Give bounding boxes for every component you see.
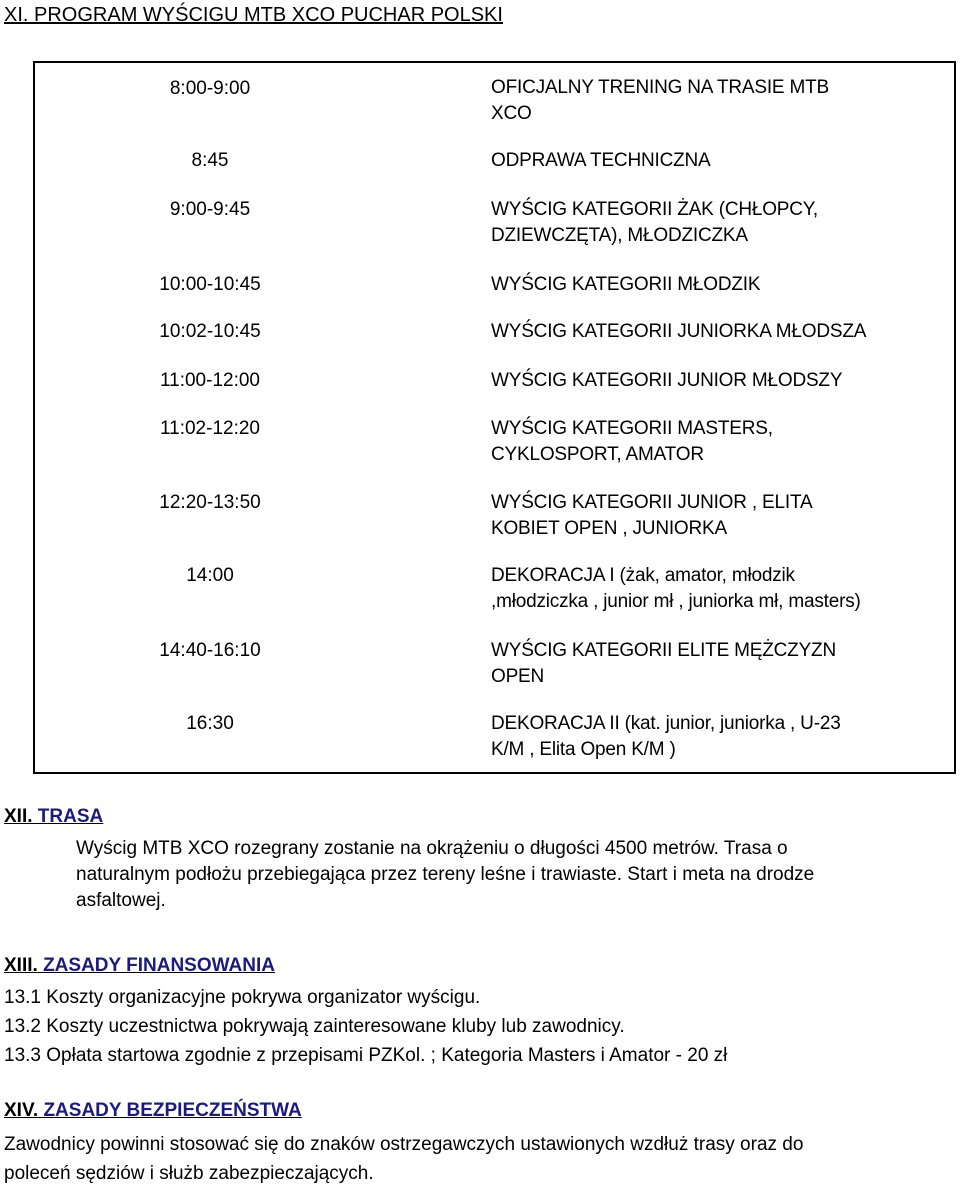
section-13-item: 13.3 Opłata startowa zgodnie z przepisami PZKol. ; Kategoria Masters i Amator - 20 zł bbox=[4, 1045, 728, 1066]
schedule-table bbox=[33, 61, 956, 774]
schedule-activity-line: CYKLOSPORT, AMATOR bbox=[491, 444, 704, 465]
section-14-title: ZASADY BEZPIECZEŃSTWA bbox=[43, 1100, 302, 1121]
section-13-item: 13.2 Koszty uczestnictwa pokrywają zainteresowane kluby lub zawodnicy. bbox=[4, 1016, 625, 1037]
schedule-time: 9:00-9:45 bbox=[169, 199, 251, 220]
schedule-activity-line: WYŚCIG KATEGORII JUNIOR , ELITA bbox=[491, 492, 813, 513]
schedule-time: 11:02-12:20 bbox=[159, 418, 260, 439]
schedule-time: 8:00-9:00 bbox=[169, 78, 251, 99]
section-14-line: Zawodnicy powinni stosować się do znaków ostrzegawczych ustawionych wzdłuż trasy oraz do bbox=[4, 1134, 804, 1155]
schedule-activity bbox=[491, 148, 951, 174]
section-12-heading bbox=[4, 806, 103, 828]
section-14-heading bbox=[4, 1100, 302, 1122]
section-12-title: TRASA bbox=[37, 806, 104, 827]
section-12-line: naturalnym podłożu przebiegająca przez tereny leśne i trawiaste. Start i meta na drodze bbox=[76, 864, 815, 885]
schedule-activity bbox=[491, 490, 951, 542]
section-13-number: XIII. bbox=[4, 955, 38, 976]
schedule-time: 16:30 bbox=[186, 713, 234, 734]
schedule-time: 11:00-12:00 bbox=[159, 370, 260, 391]
schedule-time: 8:45 bbox=[191, 150, 229, 171]
schedule-activity-line: K/M , Elita Open K/M ) bbox=[491, 739, 676, 760]
schedule-time: 10:00-10:45 bbox=[159, 274, 261, 295]
schedule-activity bbox=[491, 368, 951, 394]
schedule-activity-line: WYŚCIG KATEGORII ELITE MĘŻCZYZN bbox=[491, 640, 836, 661]
schedule-time: 14:40-16:10 bbox=[159, 640, 261, 661]
section-12-line: asfaltowej. bbox=[76, 890, 166, 911]
section-11-heading-text: XI. PROGRAM WYŚCIGU MTB XCO PUCHAR POLSKI bbox=[4, 4, 503, 26]
schedule-activity-line: ODPRAWA TECHNICZNA bbox=[491, 150, 711, 171]
schedule-activity-line: DZIEWCZĘTA), MŁODZICZKA bbox=[491, 225, 748, 246]
section-13-heading bbox=[4, 955, 275, 977]
schedule-time: 12:20-13:50 bbox=[159, 492, 261, 513]
section-14-line: poleceń sędziów i służb zabezpieczających. bbox=[4, 1163, 374, 1184]
schedule-activity bbox=[491, 319, 951, 345]
schedule-activity-line: OPEN bbox=[491, 666, 545, 687]
schedule-activity-line: WYŚCIG KATEGORII ŻAK (CHŁOPCY, bbox=[491, 199, 818, 220]
section-13-body bbox=[4, 983, 727, 1070]
section-13-title: ZASADY FINANSOWANIA bbox=[43, 955, 275, 976]
schedule-activity bbox=[491, 272, 951, 298]
schedule-activity-line: WYŚCIG KATEGORII JUNIORKA MŁODSZA bbox=[491, 321, 867, 342]
schedule-activity bbox=[491, 563, 951, 615]
schedule-activity-line: WYŚCIG KATEGORII JUNIOR MŁODSZY bbox=[491, 370, 843, 391]
section-13-item: 13.1 Koszty organizacyjne pokrywa organizator wyścigu. bbox=[4, 987, 481, 1008]
schedule-time: 14:00 bbox=[186, 565, 234, 586]
schedule-activity-line: ,młodziczka , junior mł , juniorka mł, masters) bbox=[491, 591, 861, 612]
section-14-number: XIV. bbox=[4, 1100, 39, 1121]
section-14-body bbox=[4, 1130, 803, 1188]
schedule-activity bbox=[491, 197, 951, 249]
schedule-activity-line: DEKORACJA I (żak, amator, młodzik bbox=[491, 565, 795, 586]
schedule-activity-line: DEKORACJA II (kat. junior, juniorka , U-23 bbox=[491, 713, 841, 734]
schedule-activity-line: OFICJALNY TRENING NA TRASIE MTB bbox=[491, 77, 829, 98]
section-11-heading bbox=[4, 4, 503, 27]
schedule-time: 10:02-10:45 bbox=[159, 321, 261, 342]
schedule-activity bbox=[491, 638, 951, 690]
section-12-line: Wyścig MTB XCO rozegrany zostanie na okrążeniu o długości 4500 metrów. Trasa o bbox=[76, 838, 788, 859]
schedule-activity-line: XCO bbox=[491, 103, 532, 124]
schedule-activity-line: WYŚCIG KATEGORII MASTERS, bbox=[491, 418, 773, 439]
schedule-activity bbox=[491, 416, 951, 468]
schedule-activity-line: KOBIET OPEN , JUNIORKA bbox=[491, 518, 727, 539]
schedule-activity-line: WYŚCIG KATEGORII MŁODZIK bbox=[491, 274, 761, 295]
schedule-activity bbox=[491, 711, 951, 763]
section-12-number: XII. bbox=[4, 806, 33, 827]
schedule-activity bbox=[491, 75, 951, 127]
section-12-body bbox=[76, 836, 814, 914]
